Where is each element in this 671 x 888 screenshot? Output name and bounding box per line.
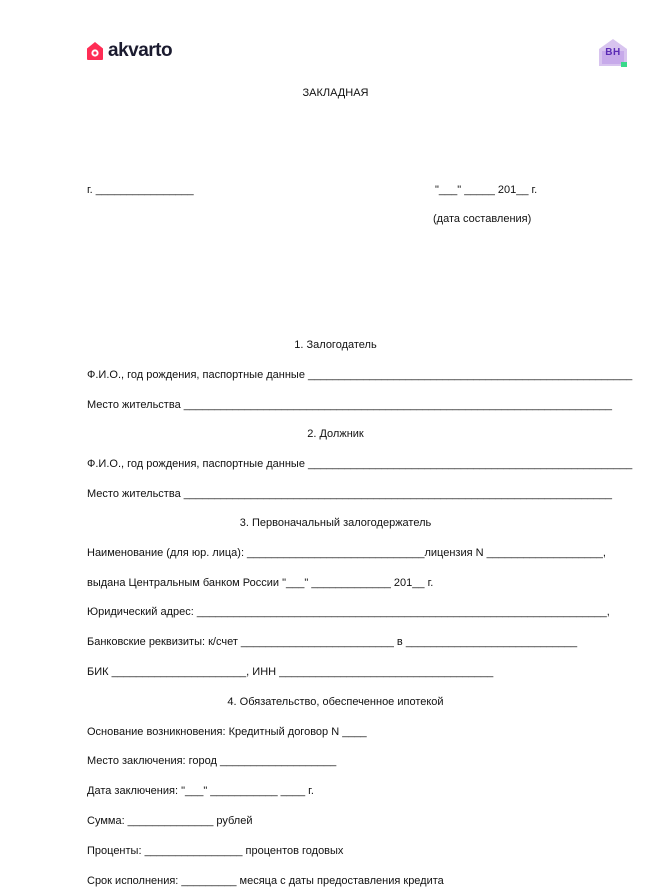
section-heading-4: 4. Обязательство, обеспеченное ипотекой: [227, 696, 444, 708]
section-3-line-2: выдана Центральным банком России "___" _____________ 201__ г.: [87, 577, 434, 589]
section-heading-3: 3. Первоначальный залогодержатель: [239, 517, 432, 529]
section-heading-2: 2. Должник: [307, 428, 364, 440]
section-4-line-3: Дата заключения: "___" ___________ ____ г.: [87, 785, 314, 797]
section-4-line-6: Срок исполнения: _________ месяца с даты предоставления кредита: [87, 875, 444, 887]
date-caption: (дата составления): [433, 213, 532, 225]
section-1-line-2: Место жительства ______________________________________________________________________: [87, 399, 612, 411]
city-line: г. ________________: [87, 184, 194, 196]
house-logo-icon: [86, 41, 104, 61]
document-title: ЗАКЛАДНАЯ: [302, 87, 369, 99]
section-3-line-5: БИК ______________________, ИНН ___________________________________: [87, 666, 494, 678]
akvarto-logo[interactable]: [86, 40, 172, 62]
section-4-line-4: Сумма: ______________ рублей: [87, 815, 253, 827]
section-3-line-1: Наименование (для юр. лица): _____________________________лицензия N ___________________,: [87, 547, 606, 559]
section-heading-1: 1. Залогодатель: [294, 339, 377, 351]
logo-text: akvarto: [108, 40, 173, 61]
section-3-line-3: Юридический адрес: ___________________________________________________________________,: [87, 606, 610, 618]
section-4-line-5: Проценты: ________________ процентов годовых: [87, 845, 344, 857]
section-2-line-1: Ф.И.О., год рождения, паспортные данные _____________________________________________________: [87, 458, 633, 470]
badge-text: ВН: [605, 47, 621, 58]
section-4-line-2: Место заключения: город ___________________: [87, 755, 337, 767]
section-2-line-2: Место жительства ______________________________________________________________________: [87, 488, 612, 500]
section-4-line-1: Основание возникновения: Кредитный договор N ____: [87, 726, 367, 738]
section-3-line-4: Банковские реквизиты: к/счет _________________________ в ____________________________: [87, 636, 578, 648]
vn-badge: [598, 38, 628, 68]
section-1-line-1: Ф.И.О., год рождения, паспортные данные _____________________________________________________: [87, 369, 633, 381]
date-line: "___" _____ 201__ г.: [435, 184, 538, 196]
